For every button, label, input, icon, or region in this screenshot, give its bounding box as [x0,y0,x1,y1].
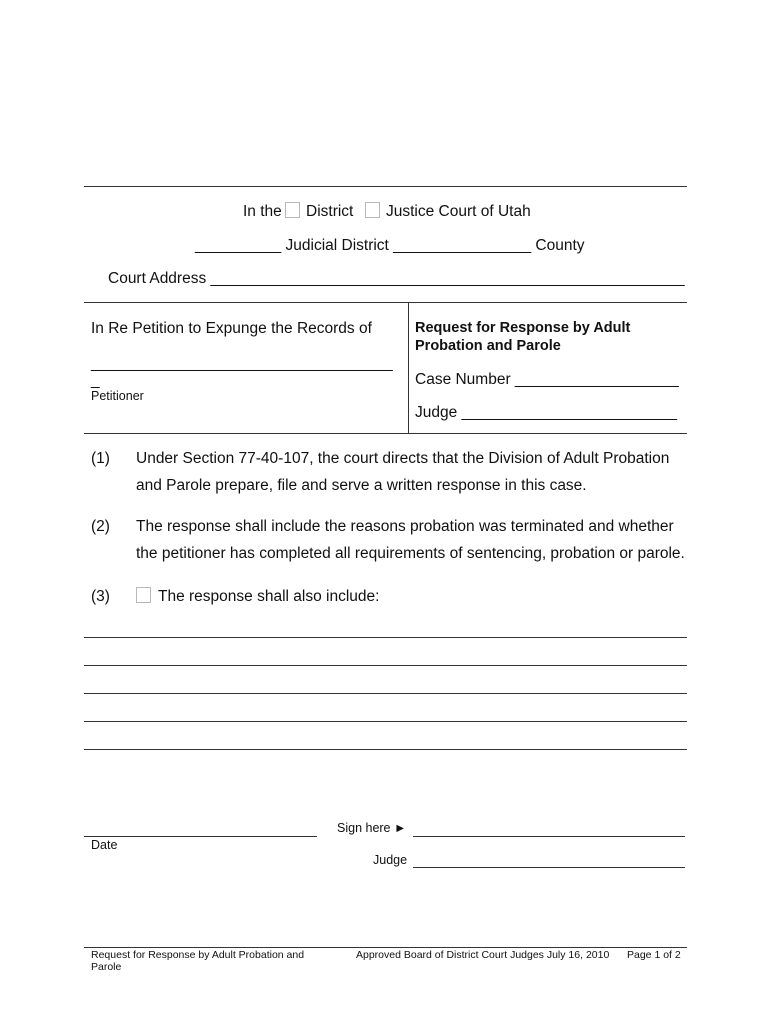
caption-bottom-rule [84,433,687,434]
judge-name-field[interactable]: Judge _________________________ [415,404,678,421]
top-rule [84,186,687,187]
caption-divider [408,302,409,433]
petitioner-underscore: _ [91,372,100,389]
judge-signature-line[interactable] [413,867,685,868]
write-in-line-2[interactable] [84,665,687,666]
petitioner-label: Petitioner [91,389,144,403]
write-in-line-1[interactable] [84,637,687,638]
item-3-checkbox[interactable] [136,587,151,603]
footer-approved: Approved Board of District Court Judges July 16, 2010 [356,949,610,961]
footer-form-title-line2: Parole [91,961,122,973]
item-3-text: The response shall also include: [158,588,380,605]
item-1-line-2: and Parole prepare, file and serve a written response in this case. [136,477,587,494]
signature-line[interactable] [413,836,685,837]
in-the-label: In the [243,203,282,220]
date-line[interactable] [84,836,317,837]
in-re-label: In Re Petition to Expunge the Records of [91,320,372,337]
item-2-number: (2) [91,518,110,535]
footer-form-title [91,949,321,973]
justice-court-checkbox[interactable] [365,202,380,218]
case-number-field[interactable]: Case Number ___________________ [415,371,679,388]
district-court-checkbox[interactable] [285,202,300,218]
footer-page-number: Page 1 of 2 [627,949,681,961]
petitioner-name-line[interactable]: ___________________________________ [91,355,393,372]
item-1-line-1: Under Section 77-40-107, the court directs that the Division of Adult Probation [136,450,670,467]
item-1-number: (1) [91,450,110,467]
write-in-line-5[interactable] [84,749,687,750]
justice-court-label: Justice Court of Utah [386,203,531,220]
form-title-line2: Probation and Parole [415,338,561,354]
date-label: Date [91,838,118,852]
court-address-line[interactable]: Court Address _______________________________________________________ [108,270,685,287]
judicial-district-county-line[interactable]: __________ Judicial District ________________ County [195,237,585,254]
caption-top-rule [84,302,687,303]
item-3-number: (3) [91,588,110,605]
footer-form-title-line1: Request for Response by Adult Probation and [91,949,305,961]
district-label: District [306,203,354,220]
write-in-line-4[interactable] [84,721,687,722]
judge-label: Judge [373,853,408,867]
item-2-line-1: The response shall include the reasons probation was terminated and whether [136,518,674,535]
sign-here-label: Sign here ► [337,821,407,835]
form-title-line1: Request for Response by Adult [415,320,631,336]
write-in-line-3[interactable] [84,693,687,694]
item-2-line-2: the petitioner has completed all requirements of sentencing, probation or parole. [136,545,685,562]
footer-rule [84,947,687,948]
